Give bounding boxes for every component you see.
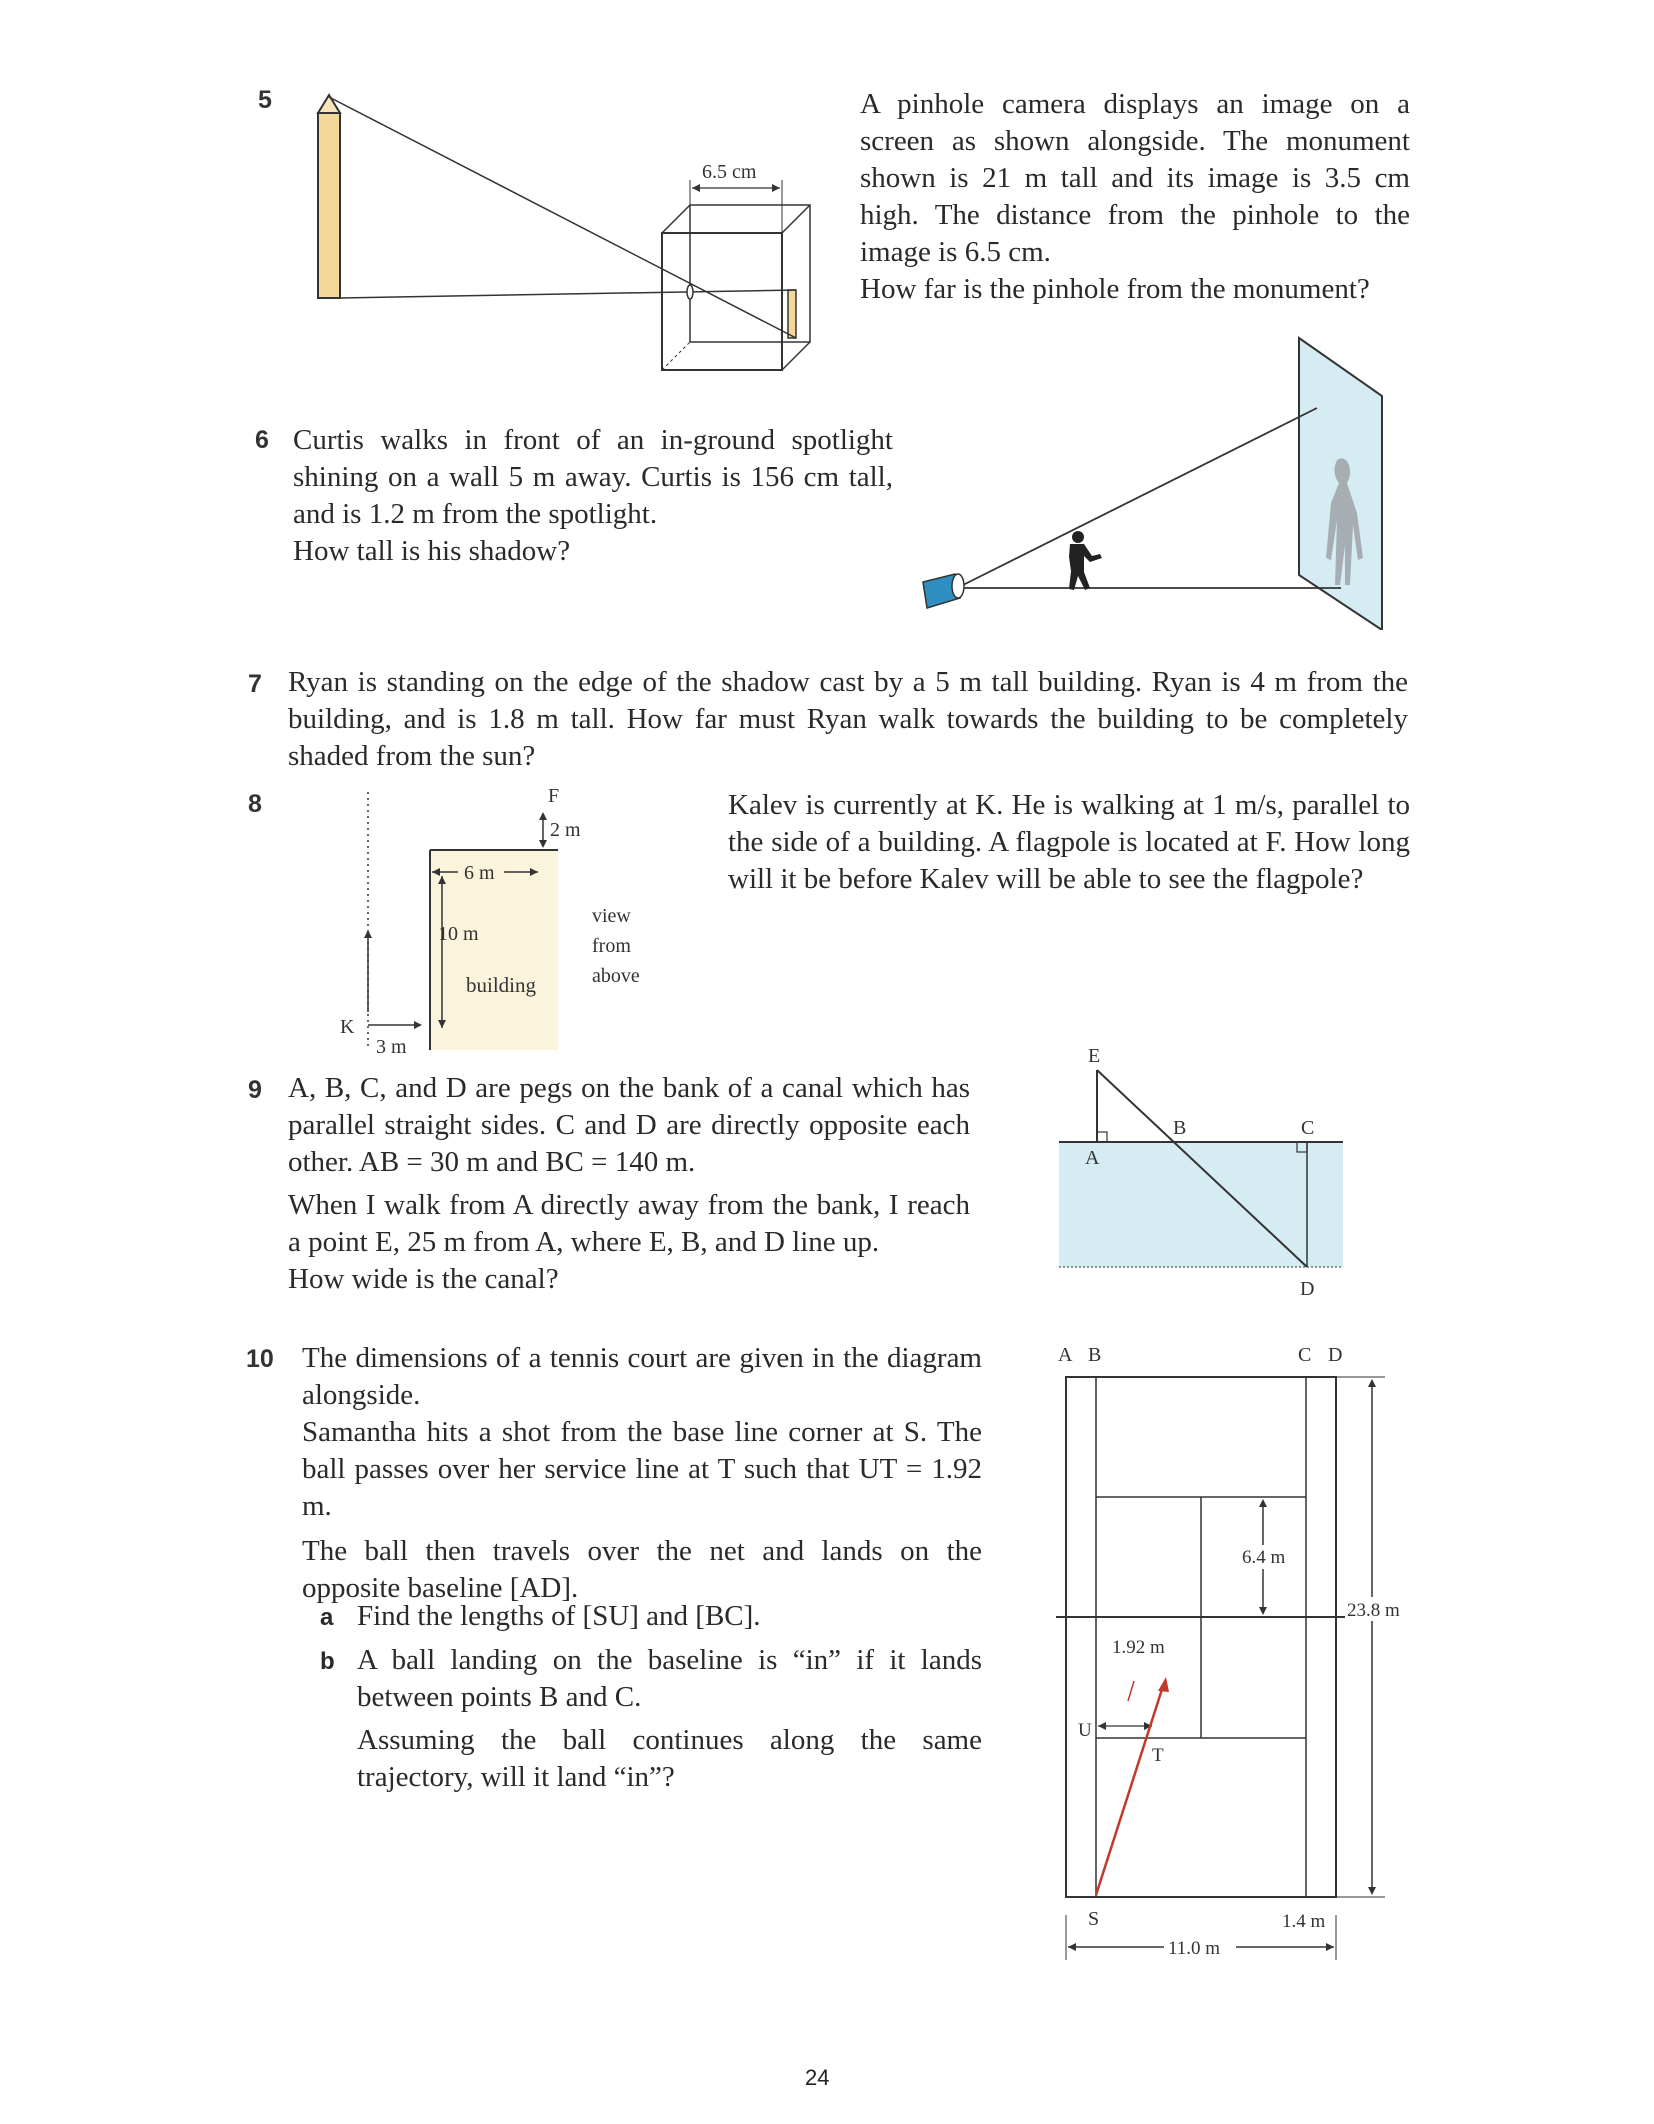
canal-A-label: A	[1085, 1147, 1100, 1169]
question-10-number: 10	[246, 1345, 274, 1373]
court-S-label: S	[1088, 1908, 1100, 1930]
question-7-number: 7	[248, 670, 262, 698]
court-U-label: U	[1078, 1720, 1092, 1741]
flagpole-F-label: F	[548, 785, 560, 807]
tennis-court-diagram	[1050, 1335, 1420, 1965]
canal-B-label: B	[1173, 1117, 1187, 1139]
question-5-question: How far is the pinhole from the monument?	[860, 273, 1370, 305]
view-label-3: above	[592, 965, 640, 987]
question-10-body-1: The dimensions of a tennis court are given in the diagram alongside.	[302, 1342, 982, 1411]
question-8-number: 8	[248, 790, 262, 818]
question-7-body: Ryan is standing on the edge of the shadow cast by a 5 m tall building. Ryan is 4 m from the building, and is 1.8 m tall. How far must Ryan walk towards the building to be completely shaded from the sun?	[288, 666, 1408, 772]
question-8-text	[728, 787, 1410, 898]
court-length-label: 23.8 m	[1347, 1600, 1400, 1621]
question-9-body-2: When I walk from A directly away from the bank, I reach a point E, 25 m from A, where E, B, and D line up.	[288, 1189, 970, 1258]
building-10m-label: 10 m	[438, 923, 479, 945]
service-length-label: 6.4 m	[1242, 1547, 1286, 1568]
canal-diagram	[1055, 1040, 1345, 1305]
part-a-text: Find the lengths of [SU] and [BC].	[357, 1600, 761, 1632]
view-label-2: from	[592, 935, 631, 957]
building-6m-label: 6 m	[464, 862, 495, 884]
question-9-body-1: A, B, C, and D are pegs on the bank of a canal which has parallel straight sides. C and D are directly opposite each other. AB = 30 m and BC = 140 m.	[288, 1072, 970, 1178]
question-6-question: How tall is his shadow?	[293, 535, 571, 567]
part-b-body-2: Assuming the ball continues along the same trajectory, will it land “in”?	[357, 1724, 982, 1793]
question-6-body: Curtis walks in front of an in-ground spotlight shining on a wall 5 m away. Curtis is 156 cm tall, and is 1.2 m from the spotlight.	[293, 424, 893, 530]
view-label-1: view	[592, 905, 631, 927]
court-width-label: 11.0 m	[1168, 1938, 1221, 1959]
part-b-text	[357, 1642, 982, 1796]
question-5-text	[860, 86, 1410, 308]
flagpole-2m-label: 2 m	[550, 819, 581, 841]
ut-distance-label: 1.92 m	[1112, 1637, 1165, 1658]
page-number: 24	[805, 2065, 830, 2090]
tramline-width-label: 1.4 m	[1282, 1911, 1326, 1932]
court-D-label: D	[1328, 1344, 1343, 1366]
question-9-text	[288, 1070, 970, 1298]
pinhole-camera-diagram	[300, 85, 820, 385]
kalev-3m-label: 3 m	[376, 1036, 407, 1058]
spotlight-diagram	[905, 330, 1390, 630]
canal-E-label: E	[1088, 1045, 1101, 1067]
question-8-body: Kalev is currently at K. He is walking at 1 m/s, parallel to the side of a building. A flagpole is located at F. How long will it be before Kalev will be able to see the flagpole?	[728, 789, 1410, 895]
question-9-number: 9	[248, 1076, 262, 1104]
court-A-label: A	[1058, 1344, 1073, 1366]
question-10-body-2: Samantha hits a shot from the base line corner at S. The ball passes over her service line at T such that UT = 1.92 m.	[302, 1416, 982, 1522]
part-a-label: a	[320, 1604, 334, 1631]
canal-C-label: C	[1301, 1117, 1315, 1139]
building-label: building	[466, 973, 537, 997]
question-5-body: A pinhole camera displays an image on a screen as shown alongside. The monument shown is 21 m tall and its image is 3.5 cm high. The distance from the pinhole to the image is 6.5 cm.	[860, 88, 1410, 268]
question-6-text	[293, 422, 893, 570]
court-C-label: C	[1298, 1344, 1312, 1366]
kalev-K-label: K	[340, 1016, 355, 1038]
question-6-number: 6	[255, 426, 269, 454]
court-T-label: T	[1152, 1745, 1164, 1766]
part-b-body-1: A ball landing on the baseline is “in” if it lands between points B and C.	[357, 1644, 982, 1713]
canal-D-label: D	[1300, 1278, 1315, 1300]
court-B-label: B	[1088, 1344, 1102, 1366]
question-10-text	[302, 1340, 982, 1607]
pinhole-depth-label: 6.5 cm	[702, 161, 757, 183]
part-b-label: b	[320, 1648, 335, 1675]
flagpole-diagram	[330, 780, 670, 1060]
question-7-text	[288, 664, 1408, 775]
question-9-question: How wide is the canal?	[288, 1263, 559, 1295]
question-10-body-3: The ball then travels over the net and lands on the opposite baseline [AD].	[302, 1535, 982, 1604]
question-5-number: 5	[258, 86, 272, 114]
